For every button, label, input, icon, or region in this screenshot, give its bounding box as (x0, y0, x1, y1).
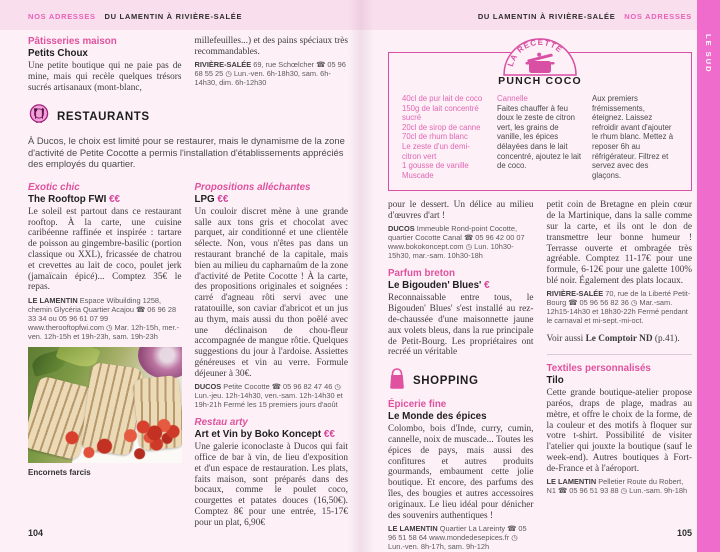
header-chapter-title: DU LAMENTIN À RIVIÈRE-SALÉE (477, 12, 616, 21)
right-col-1 (388, 200, 534, 551)
address-block (28, 296, 182, 341)
see-also-suffix: (p.41). (652, 334, 680, 345)
section-title: SHOPPING (413, 375, 479, 388)
right-columns (388, 200, 692, 551)
address-details: Quartier La Lareinty ☎ 05 96 51 58 64 www.mondedesepices.fr ◷ Lun.-ven. 8h-17h, sam. 9h-12h (388, 523, 527, 551)
patisseries-continuation (195, 36, 349, 93)
venue-description: Colombo, bois d'Inde, curry, cumin, cannelle, noix de muscade... Toutes les épices de pays, mais aussi des confitures et autres produits gourmands, embaument cette jolie boutique. Et encore, des parfums des îles, des bougies et autres accessoires originaux. Le lieu idéal pour dénicher des souvenirs authentiques ! (388, 424, 534, 521)
photo-caption: Encornets farcis (28, 467, 91, 477)
shopping-bag-icon (388, 368, 406, 394)
venue-description-continued: pour le dessert. Un délice au milieu d'œuvres d'art ! (388, 200, 534, 222)
category-heading: Exotic chic (28, 181, 80, 193)
category-heading: Épicerie fine (388, 399, 447, 411)
recipe-step-text: Aux premiers frémissements, éteignez. Laissez refroidir avant d'ajouter le rhum blanc. Mettez à reposer 6h au réfrigérateur. Filtrez et servez avec des glaçons. (592, 94, 674, 180)
restaurant-columns (28, 174, 348, 529)
address-place: DUCOS (194, 382, 222, 392)
ingredient: 40cl de pur lait de coco (402, 94, 483, 103)
restaurants-section-header (28, 103, 348, 130)
top-columns (28, 36, 348, 93)
venue-name (195, 429, 349, 441)
address-place: LE LAMENTIN (546, 477, 597, 487)
page-number: 105 (676, 528, 692, 538)
venue-description: Reconnaissable entre tous, le Bigouden' Blues' s'est installé au rez-de-chaussée d'une maisonnette jaune aux volets bleus, dans la rue principale de Petit-Bourg. Les propriétaires ont recréé un véritable (388, 293, 534, 358)
address-place: LE LAMENTIN (388, 523, 438, 533)
recipe-box (388, 37, 692, 191)
category-heading: Parfum breton (388, 268, 455, 280)
ingredient: 20cl de sirop de canne (402, 122, 481, 132)
section-tab-label: LE SUD (704, 34, 713, 74)
book-gutter-fold (348, 0, 374, 552)
section-tab-le-sud[interactable] (697, 0, 720, 552)
venue-description-continued: petit coin de Bretagne en plein cœur de la Martinique, dans la salle comme sur la carte, et ils ont le don de transmettre leur bonne humeur ! Terrasse ouverte et ombragée très agréable. Comptez 11-17€ pour une formule, 6-12€ pour une galette 100% blé noir. Également des plats locaux. (546, 200, 692, 286)
venue-name: Tilo (546, 375, 564, 387)
recipe-step-text: Faites chauffer à feu doux le zeste de citron vert, les grains de vanille, les épices délayées dans le lait concentré, ajoutez le lait de coco. (497, 103, 582, 171)
photo-onion-slice (138, 347, 182, 379)
price-rating: €€ (217, 193, 229, 205)
page-number: 104 (28, 528, 44, 538)
category-heading: Pâtisseries maison (28, 36, 117, 47)
photo-tomato-salsa (134, 415, 180, 445)
header-section-label: NOS ADRESSES (624, 12, 692, 21)
address-details: 69, rue Schœlcher ☎ 05 96 68 55 25 ◷ Lun.-ven. 6h-18h30, sam. 6h-14h30, dim. 6h-12h30 (194, 60, 346, 88)
section-title: RESTAURANTS (57, 110, 150, 123)
recipe-title: PUNCH COCO (498, 75, 582, 87)
recipe-ingredients (402, 94, 488, 180)
address-place: RIVIÈRE-SALÉE (546, 289, 604, 299)
address-place: DUCOS (388, 224, 415, 234)
left-page (28, 0, 348, 552)
venue-name: Le Monde des épices (388, 411, 487, 423)
right-page-header (478, 12, 692, 21)
venue-description: Une petite boutique qui ne paie pas de mine, mais qui recèle quelques trésors sucrés artisanaux (mont-blanc, (28, 61, 182, 93)
patisseries-block (28, 36, 182, 93)
venue-name-text: The Rooftop FWI (28, 193, 107, 205)
venue-description: Une galerie iconoclaste à Ducos qui fait office de bar à vin, de lieu d'exposition et d'un espace de restauration. Les plats, faits maison, sont préparés dans des bocaux, comme le poulet coco, courgettes et patates douces (16,50€). Comptez 8€ pour une entrée, 15-17€ pour un plat, 6,90€ (194, 442, 348, 528)
venue-name (195, 194, 349, 206)
header-section-label: NOS ADRESSES (28, 12, 96, 21)
ingredient: Muscade (402, 170, 434, 180)
venue-description-continued: millefeuilles...) et des pains spéciaux très recommandables. (194, 36, 348, 57)
header-chapter-title: DU LAMENTIN À RIVIÈRE-SALÉE (104, 12, 243, 21)
address-block (547, 289, 693, 325)
address-details: Espace Wibuilding 1258, chemin Glycéria Quartier Acajou ☎ 06 96 28 33 34 ou 05 96 61 07 99 www.therooftopfwi.com ◷ Mar. 12h-15h, mer.-ven. 12h-15h et 19h-23h, sam. 19h-23h (28, 295, 180, 341)
category-heading: Propositions alléchantes (194, 181, 311, 193)
price-rating: €€ (109, 193, 120, 205)
ingredient: 1 gousse de vanille (402, 161, 469, 171)
ingredient: Cannelle (497, 94, 528, 103)
recipe-badge-label: LA RECETTE (505, 37, 565, 68)
price-rating: €€ (323, 429, 335, 441)
address-block (195, 60, 349, 87)
see-also-prefix: Voir aussi (546, 334, 586, 345)
recipe-columns (402, 94, 678, 180)
cross-reference (547, 334, 693, 344)
shopping-section-header (388, 368, 534, 394)
address-block (388, 224, 534, 260)
address-details: 70, rue de la Liberté Petit-Bourg ☎ 05 96 56 82 36 ◷ Mar.-sam. 12h15-14h30 et 18h30-22h Fermé pendant le carnaval et mi-sept.-mi-oct. (546, 289, 691, 326)
address-place: RIVIÈRE-SALÉE (194, 60, 252, 70)
category-heading: Textiles personnalisés (546, 363, 651, 375)
address-details: Immeuble Rond-point Cocotte, quartier Cocotte Canal ☎ 05 96 42 00 07 www.bokokoncept.com ◷ Lun. 10h30-15h30, mar.-sam. 10h30-18h (388, 224, 525, 261)
venue-name-text: Le Bigouden' Blues' (388, 280, 482, 292)
address-details: Petite Cocotte ☎ 05 96 82 47 46 ◷ Lun.-jeu. 12h-14h30, ven.-sam. 12h-14h30 et 19h-21h Fermé les 15 premiers jours d'août (194, 382, 343, 410)
restaurant-col-1 (28, 174, 182, 529)
venue-name (28, 194, 182, 206)
venue-name (388, 280, 534, 292)
right-page (388, 0, 692, 552)
left-page-header (28, 12, 242, 21)
venue-description: Le soleil est partout dans ce restaurant rooftop. À la carte, une cuisine caribéenne raffinée et inspirée : tartare de poisson au gingembre-basilic (portion classique ou XXL), fricassée de chatrou et crevettes au lait de coco, poulet jerk (jamaïcain épicé)... Comptez 35€ le repas. (28, 206, 182, 293)
restaurants-intro: À Ducos, le choix est limité pour se restaurer, mais le dynamisme de la zone d'activité de Petite Cocotte a permis l'installation d'établissements appréciés des employés du quartier. (28, 135, 345, 170)
right-col-2 (547, 200, 693, 551)
section-divider (547, 354, 693, 355)
address-block (547, 477, 693, 495)
food-photo (28, 347, 182, 463)
venue-name: Petits Choux (28, 48, 88, 59)
category-heading: Restau arty (194, 417, 248, 429)
venue-description: Cette grande boutique-atelier propose paréos, draps de plage, madras au mètre, et offre le choix de la forme, de la couleur et des motifs à floquer sur votre t-shirt. Possibilité de visiter l'atelier qui jouxte la boutique (sauf le week-end). Autres boutiques à Fort-de-France et à l'aéroport. (546, 388, 692, 474)
address-details: Pelletier Route du Robert, N1 ☎ 05 96 51 93 88 ◷ Lun.-sam. 9h-18h (546, 477, 688, 496)
price-rating: € (484, 280, 490, 292)
address-place: LE LAMENTIN (28, 295, 78, 305)
venue-name-text: LPG (194, 193, 215, 205)
address-block (388, 524, 534, 551)
restaurants-icon (28, 103, 50, 130)
ingredient: 70cl de rhum blanc (402, 132, 468, 142)
see-also-venue: Le Comptoir ND (585, 334, 653, 345)
ingredient: Le zeste d'un demi-citron vert (402, 141, 470, 161)
recipe-steps-1 (497, 94, 583, 180)
recipe-steps-2 (592, 94, 678, 180)
address-block (195, 382, 349, 409)
restaurant-col-2 (195, 174, 349, 529)
venue-name-text: Art et Vin by Boko Koncept (194, 429, 322, 441)
recipe-badge (496, 29, 584, 82)
ingredient: 150g de lait concentré sucré (402, 103, 479, 123)
venue-description: Un couloir discret mène à une grande salle aux tons gris et chocolat avec parquet, air conditionné et une clientèle sélecte. Non, vous n'êtes pas dans un restaurant branché de la capitale, mais bien au milieu du capharnaüm de la zone d'activité de Petite Cocotte ! À la carte, des propositions originales et soignées : carré d'agneau rôti servi avec une ratatouille, son caviar d'abricot et un jus au thym, mais aussi du thon poêlé avec une déclinaison de chou-fleur accompagnée de mangue rôtie. Quelques suggestions du jour à l'ardoise. Assiettes généreuses et vin au verre. Formule déjeuner à 30€. (194, 206, 348, 379)
